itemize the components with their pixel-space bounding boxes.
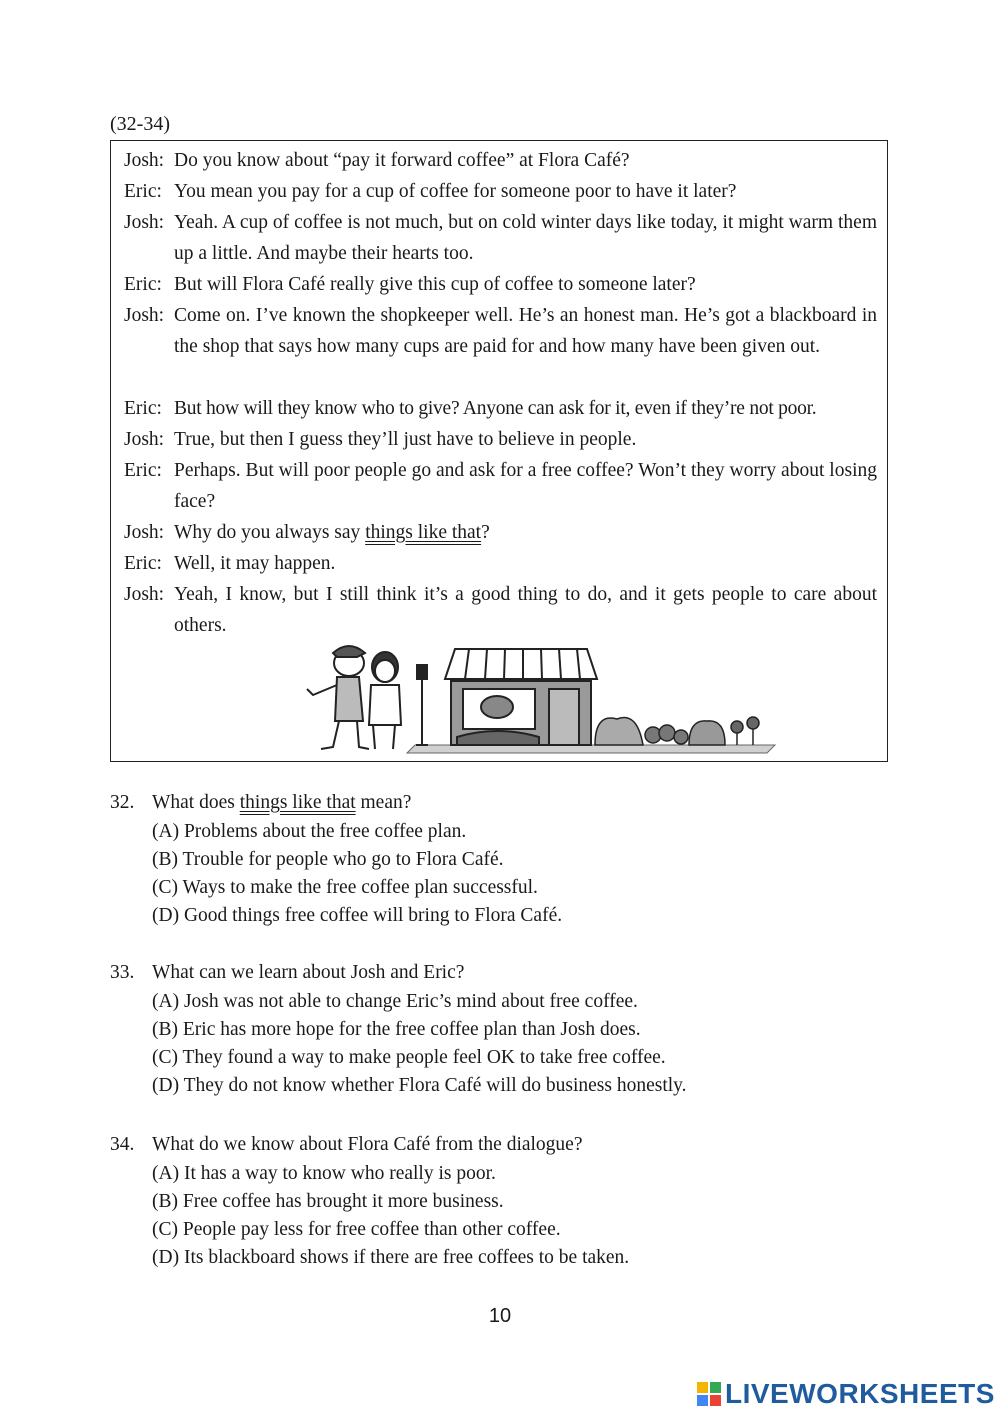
answer-option[interactable]: (D) Good things free coffee will bring to Flora Café. — [152, 905, 563, 926]
dialogue-text: But how will they know who to give? Anyone can ask for it, even if they’re not poor. — [174, 398, 817, 419]
speaker: Eric: — [124, 274, 162, 295]
speaker: Josh: — [124, 150, 165, 171]
bushes-icon — [595, 717, 759, 745]
question-34 — [110, 1130, 870, 1272]
dialogue-text: Yeah. A cup of coffee is not much, but on cold winter days like today, it might warm them up a little. And maybe their hearts too. — [174, 212, 877, 264]
speaker: Eric: — [124, 553, 162, 574]
speaker: Eric: — [124, 398, 162, 419]
dialogue-line — [124, 300, 877, 362]
answer-option[interactable]: (B) Free coffee has brought it more business. — [152, 1191, 504, 1212]
question-32 — [110, 788, 870, 930]
dialogue-text: True, but then I guess they’ll just have to believe in people. — [174, 429, 637, 450]
dialogue-line — [124, 455, 877, 517]
answer-option[interactable]: (C) Ways to make the free coffee plan successful. — [152, 877, 538, 898]
question-stem: What does things like that mean? — [152, 792, 412, 813]
dialogue-line — [124, 393, 877, 424]
dialogue-line — [124, 145, 877, 176]
speaker: Josh: — [124, 584, 165, 605]
man-pointing-icon — [307, 646, 369, 749]
question-range: (32-34) — [110, 113, 170, 135]
answer-option[interactable]: (A) Problems about the free coffee plan. — [152, 821, 467, 842]
cafe-shop-icon — [445, 649, 597, 745]
question-number: 33. — [110, 962, 135, 983]
sidewalk-icon — [407, 745, 775, 753]
dialogue-text: Come on. I’ve known the shopkeeper well. He’s an honest man. He’s got a blackboard in the shop that says how many cups are paid for and how many have been given out. — [174, 305, 877, 357]
dialogue-line — [124, 548, 877, 579]
cafe-illustration — [297, 641, 777, 757]
page-number: 10 — [488, 1305, 512, 1327]
question-33 — [110, 958, 870, 1100]
answer-option[interactable]: (B) Eric has more hope for the free coffee plan than Josh does. — [152, 1019, 641, 1040]
dialogue-text: Perhaps. But will poor people go and ask for a free coffee? Won’t they worry about losing face? — [174, 460, 877, 512]
question-number: 34. — [110, 1134, 135, 1155]
dialogue-line — [124, 579, 877, 641]
man-standing-icon — [369, 652, 401, 749]
answer-option[interactable]: (B) Trouble for people who go to Flora Café. — [152, 849, 504, 870]
answer-option[interactable]: (A) It has a way to know who really is poor. — [152, 1163, 496, 1184]
answer-option[interactable]: (A) Josh was not able to change Eric’s mind about free coffee. — [152, 991, 638, 1012]
underlined-phrase: things like that — [365, 522, 482, 543]
dialogue-text: But will Flora Café really give this cup of coffee to someone later? — [174, 274, 696, 295]
speaker: Josh: — [124, 212, 165, 233]
question-stem: What can we learn about Josh and Eric? — [152, 962, 465, 983]
speaker: Josh: — [124, 429, 165, 450]
answer-option[interactable]: (D) Its blackboard shows if there are free coffees to be taken. — [152, 1247, 630, 1268]
dialogue-text: Well, it may happen. — [174, 553, 336, 574]
answer-option[interactable]: (C) People pay less for free coffee than other coffee. — [152, 1219, 561, 1240]
question-number: 32. — [110, 792, 135, 813]
dialogue-text: Why do you always say things like that? — [174, 522, 490, 543]
speaker: Eric: — [124, 181, 162, 202]
dialogue-text: Yeah, I know, but I still think it’s a good thing to do, and it gets people to care about others. — [174, 584, 877, 636]
underlined-phrase: things like that — [239, 792, 356, 813]
speaker: Eric: — [124, 460, 162, 481]
dialogue-text: You mean you pay for a cup of coffee for someone poor to have it later? — [174, 181, 737, 202]
dialogue-line — [124, 269, 877, 300]
answer-option[interactable]: (C) They found a way to make people feel OK to take free coffee. — [152, 1047, 666, 1068]
dialogue-line — [124, 207, 877, 269]
brand-logo — [697, 1378, 995, 1410]
dialogue-line — [124, 176, 877, 207]
dialogue-box — [110, 140, 888, 762]
speaker: Josh: — [124, 522, 165, 543]
liveworksheets-logo-icon — [697, 1382, 721, 1406]
dialogue-line — [124, 517, 877, 548]
lamp-post-icon — [416, 665, 428, 745]
dialogue-line — [124, 424, 877, 455]
answer-option[interactable]: (D) They do not know whether Flora Café will do business honestly. — [152, 1075, 687, 1096]
question-stem: What do we know about Flora Café from the dialogue? — [152, 1134, 583, 1155]
speaker: Josh: — [124, 305, 165, 326]
dialogue-text: Do you know about “pay it forward coffee” at Flora Café? — [174, 150, 630, 171]
brand-name: LIVEWORKSHEETS — [725, 1378, 995, 1409]
